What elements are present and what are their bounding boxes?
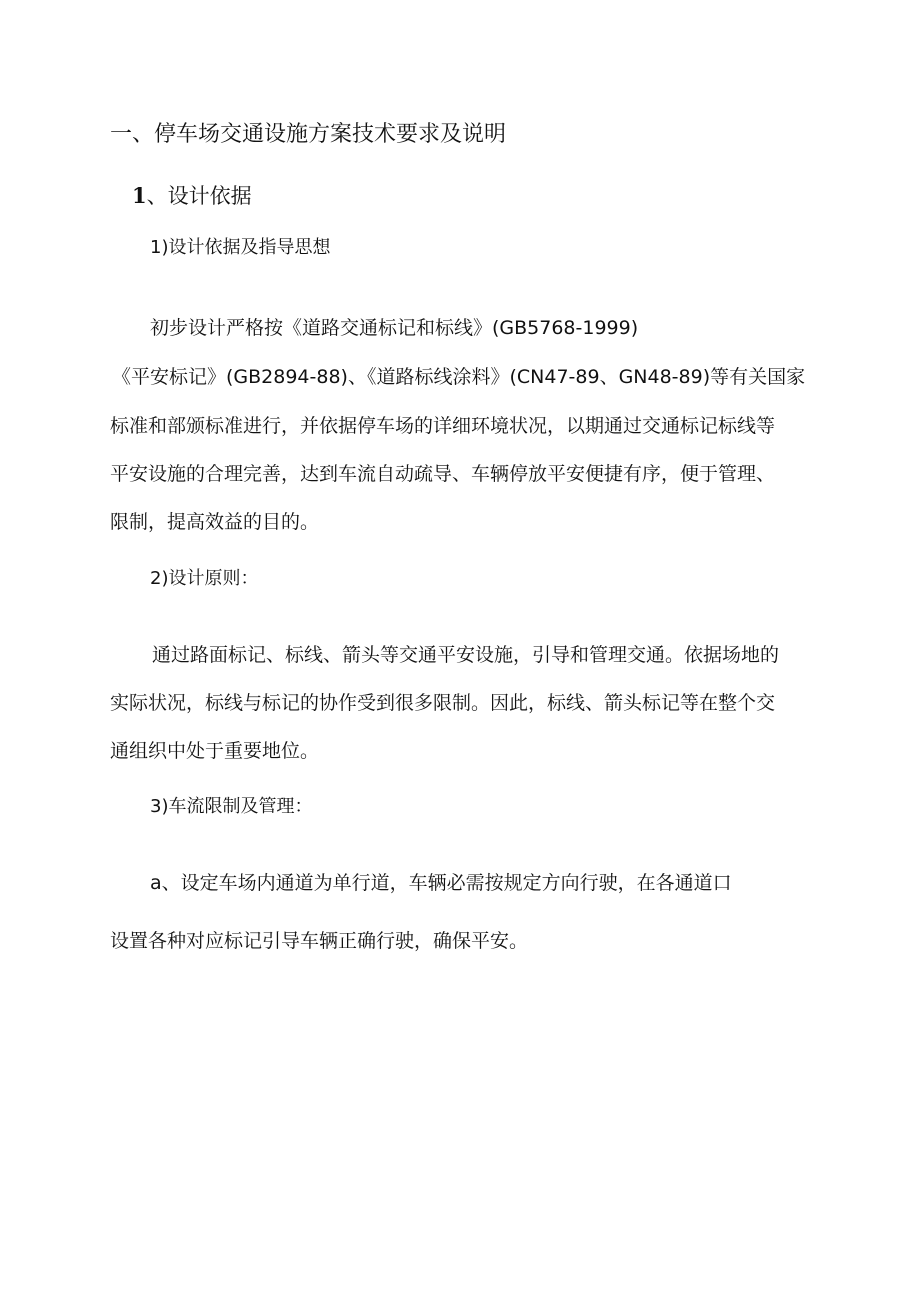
paragraph-line: 通过路面标记、标线、箭头等交通平安设施，引导和管理交通。依据场地的: [152, 644, 780, 666]
section-title-traffic: 3)车流限制及管理：: [150, 796, 313, 817]
heading-level-1: 一、停车场交通设施方案技术要求及说明: [110, 122, 507, 147]
paragraph-line: 实际状况，标线与标记的协作受到很多限制。因此，标线、箭头标记等在整个交: [110, 692, 776, 714]
paragraph-line: 初步设计严格按《道路交通标记和标线》(GB5768-1999): [150, 317, 639, 339]
paragraph-line: 限制，提高效益的目的。: [110, 511, 320, 533]
paragraph-line: 《平安标记》(GB2894-88)、《道路标线涂料》(CN47-89、GN48-89)等有关国家: [112, 366, 806, 388]
section-title-principles: 2)设计原则：: [150, 568, 259, 589]
section-title-basis: 1)设计依据及指导思想: [150, 237, 331, 258]
paragraph-line: 设置各种对应标记引导车辆正确行驶，确保平安。: [110, 930, 529, 952]
heading-level-2: [132, 182, 252, 210]
paragraph-line: 通组织中处于重要地位。: [110, 740, 320, 762]
paragraph-line: a、设定车场内通道为单行道，车辆必需按规定方向行驶，在各通道口: [150, 872, 732, 894]
paragraph-line: 平安设施的合理完善，达到车流自动疏导、车辆停放平安便捷有序，便于管理、: [110, 463, 776, 485]
heading-number: 1: [132, 183, 147, 208]
paragraph-line: 标准和部颁标准进行，并依据停车场的详细环境状况，以期通过交通标记标线等: [110, 415, 776, 437]
heading-text: 、设计依据: [146, 184, 252, 208]
